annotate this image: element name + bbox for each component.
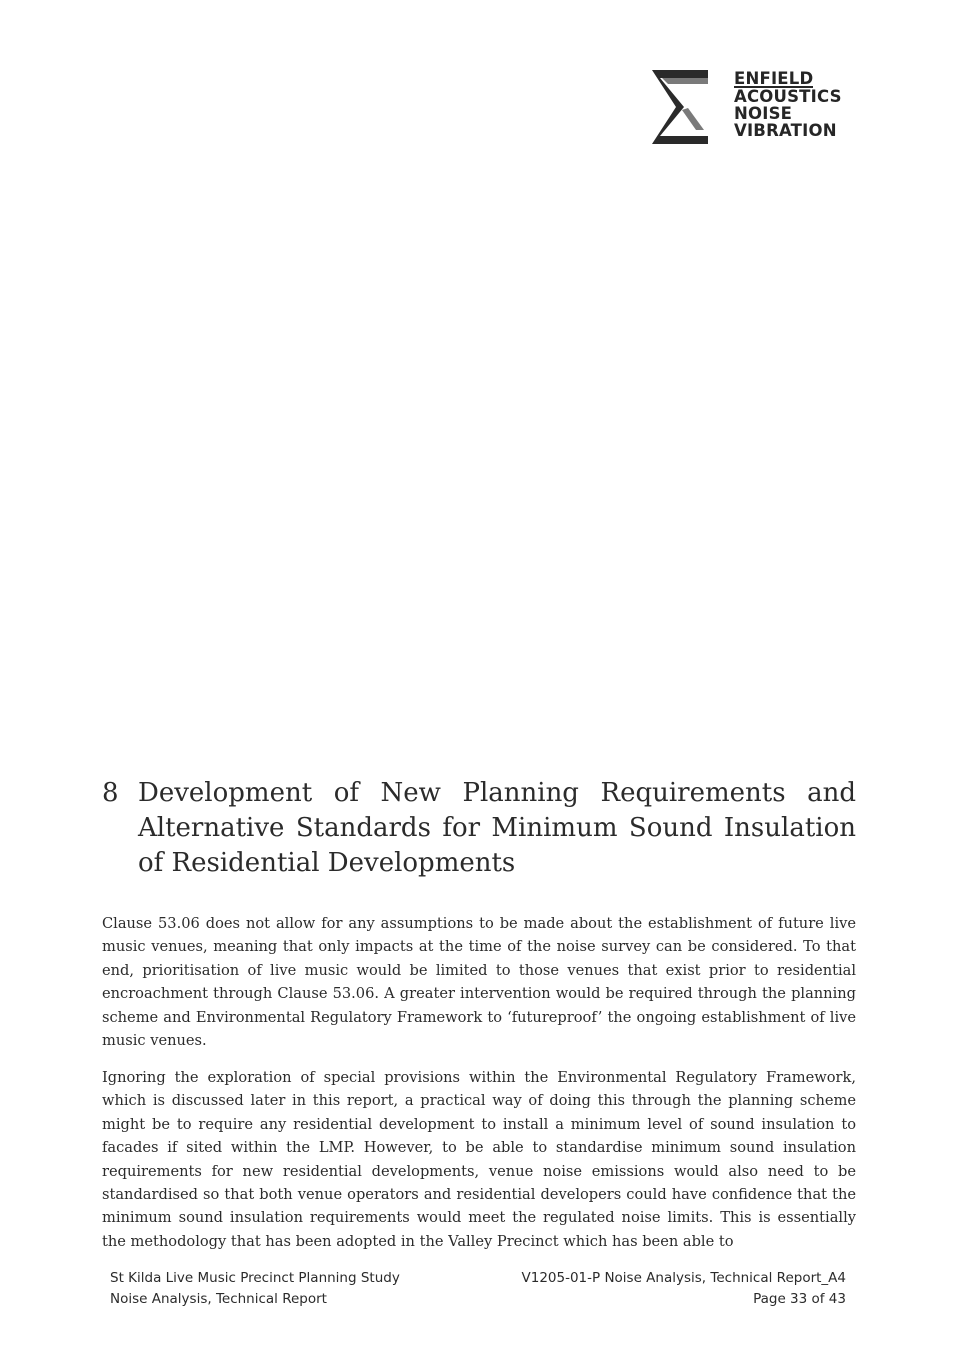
footer-page-number: Page 33 of 43 (753, 1291, 846, 1307)
footer-document-code: V1205-01-P Noise Analysis, Technical Report_A4 (521, 1270, 846, 1286)
footer-study-title: St Kilda Live Music Precinct Planning Study (110, 1270, 400, 1286)
footer-report-title: Noise Analysis, Technical Report (110, 1291, 327, 1307)
sigma-icon (648, 68, 712, 146)
footer-left (110, 1268, 400, 1310)
logo-line-1: ENFIELD (734, 69, 814, 88)
company-logo (648, 68, 848, 148)
logo-wordmark (734, 70, 842, 139)
section-number: 8 (102, 778, 119, 808)
section-title-line-1: Development of New Planning Requirements and (138, 778, 856, 808)
paragraph-2: Ignoring the exploration of special provisions within the Environmental Regulatory Framework, which is discussed later in this report, a practical way of doing this through the planning scheme might be to require any residential development to install a minimum level of sound insulation to facades if sited within the LMP. However, to be able to standardise minimum sound insulation requirements for new residential developments, venue noise emissions would also need to be standardised so that both venue operators and residential developers could have confidence that the minimum sound insulation requirements would meet the regulated noise limits. This is essentially the methodology that has been adopted in the Valley Precinct which has been able to (102, 1069, 856, 1250)
footer-right (522, 1268, 847, 1310)
section-heading (102, 776, 856, 881)
logo-line-4: VIBRATION (734, 121, 837, 140)
logo-line-2: ACOUSTICS (734, 87, 842, 106)
logo-line-3: NOISE (734, 104, 793, 123)
section-title-rest: Alternative Standards for Minimum Sound Insulation of Residential Developments (138, 813, 856, 878)
paragraph-1: Clause 53.06 does not allow for any assumptions to be made about the establishment of future live music venues, meaning that only impacts at the time of the noise survey can be considered. To that end, prioritisation of live music would be limited to those venues that exist prior to residential encroachment through Clause 53.06. A greater intervention would be required through the planning scheme and Environmental Regulatory Framework to ‘futureproof’ the ongoing establishment of live music venues. (102, 915, 856, 1050)
